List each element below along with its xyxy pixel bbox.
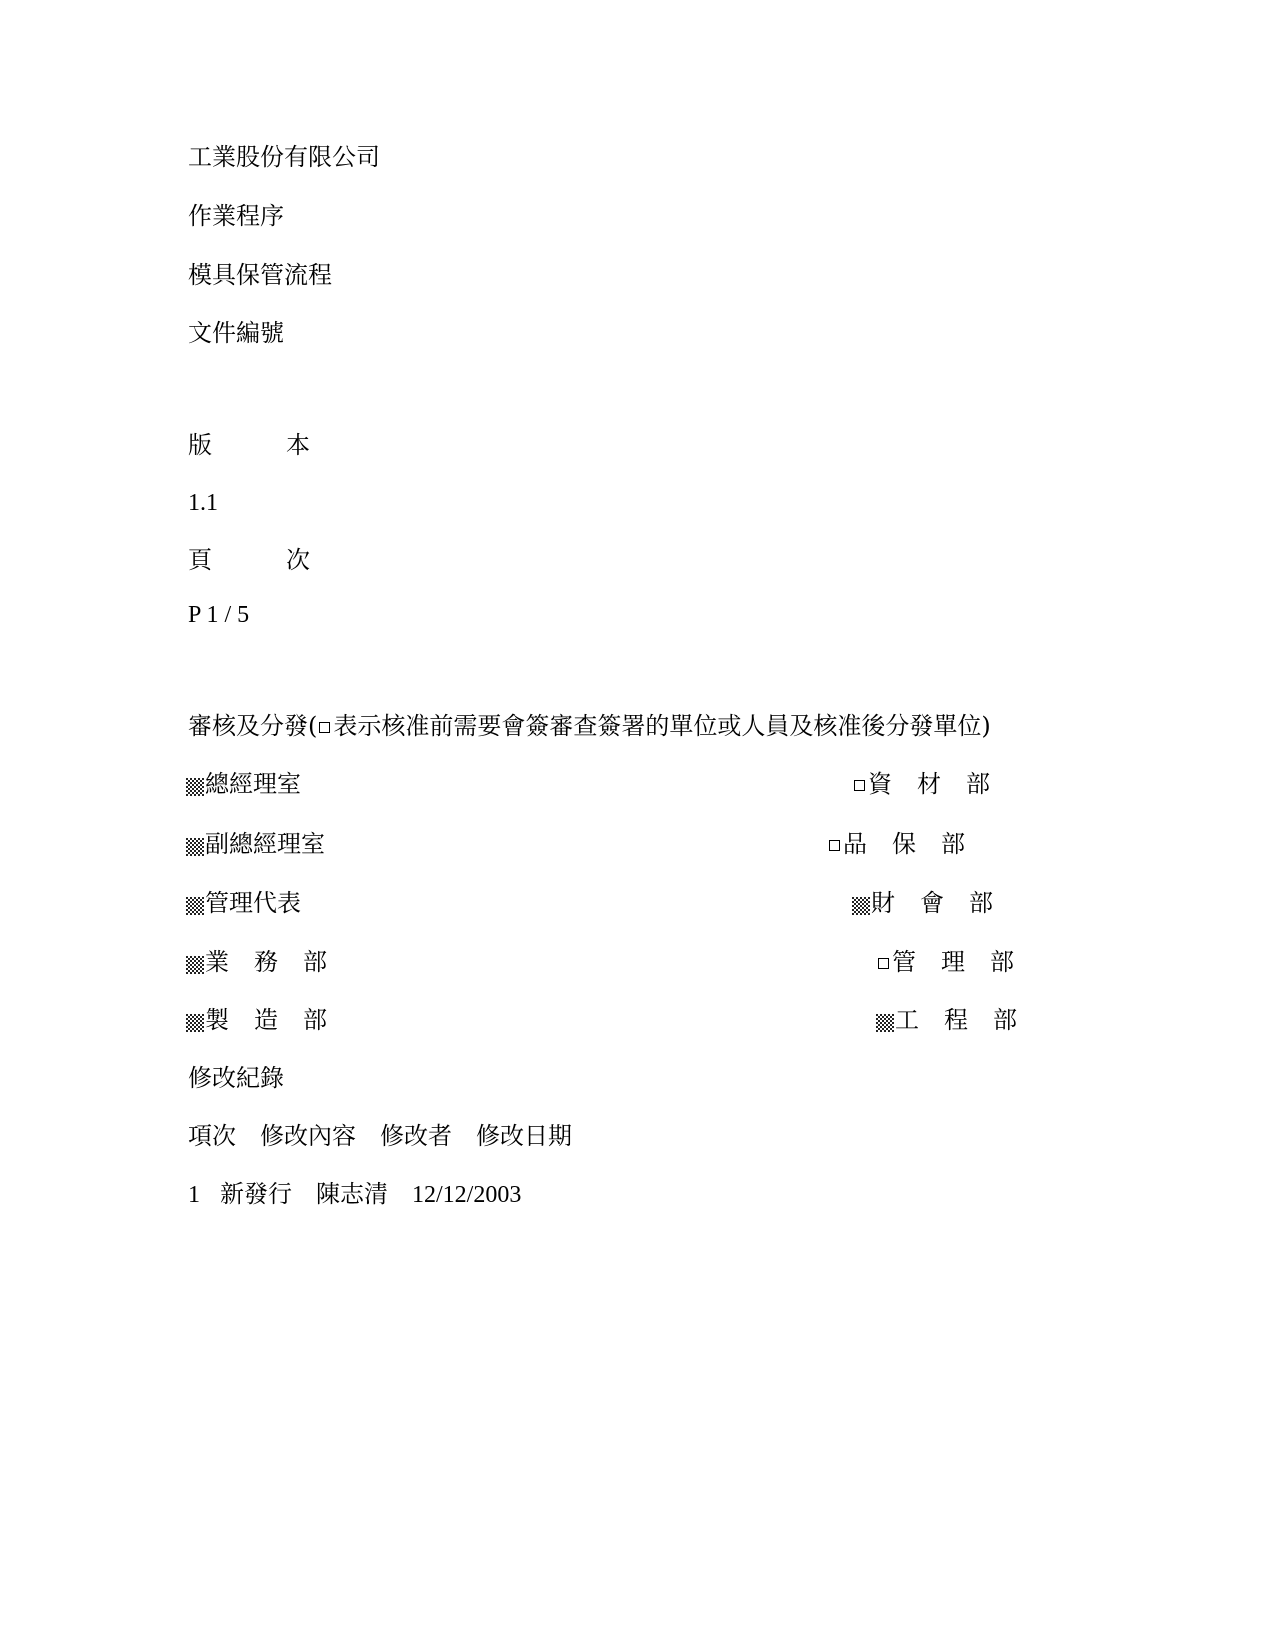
department-char: 程 — [944, 1006, 968, 1034]
checked-box-icon — [186, 838, 204, 856]
checked-box-icon — [186, 1014, 204, 1032]
table-cell: 12/12/2003 — [412, 1182, 522, 1208]
empty-box-icon — [829, 840, 840, 851]
department-left-4 — [186, 947, 327, 977]
department-char: 業 — [205, 948, 229, 976]
version-label — [188, 430, 310, 460]
document-title: 模具保管流程 — [188, 261, 332, 289]
column-header: 修改內容 — [260, 1122, 356, 1150]
department-right-1 — [852, 769, 990, 799]
department-right-3 — [852, 888, 993, 918]
version-value: 1.1 — [188, 490, 218, 516]
department-char: 保 — [892, 830, 916, 858]
department-char: 部 — [303, 1006, 327, 1034]
department-left-5 — [186, 1005, 327, 1035]
version-label-char-1: 版 — [188, 431, 212, 459]
document-number-label: 文件編號 — [188, 319, 284, 347]
column-header: 項次 — [188, 1122, 236, 1150]
department-name: 副總經理室 — [205, 830, 325, 858]
empty-box-icon — [319, 722, 330, 733]
checked-box-icon — [876, 1014, 894, 1032]
department-char: 理 — [941, 948, 965, 976]
page-label — [188, 545, 310, 575]
department-char: 品 — [843, 830, 867, 858]
department-char: 部 — [990, 948, 1014, 976]
department-char: 財 — [871, 889, 895, 917]
revision-table-row — [188, 1179, 521, 1210]
department-char: 部 — [941, 830, 965, 858]
department-right-5 — [876, 1005, 1017, 1035]
department-char: 材 — [917, 770, 941, 798]
checked-box-icon — [186, 956, 204, 974]
version-label-char-2: 本 — [286, 431, 310, 459]
column-header: 修改日期 — [476, 1122, 572, 1150]
department-right-2 — [827, 829, 965, 859]
company-name: 工業股份有限公司 — [188, 143, 380, 171]
review-prefix: 審核及分發( — [188, 712, 318, 740]
document-type: 作業程序 — [188, 202, 284, 230]
department-char: 工 — [895, 1006, 919, 1034]
page-label-char-2: 次 — [286, 546, 310, 574]
department-left-2 — [186, 829, 325, 859]
checked-box-icon — [186, 778, 204, 796]
checked-box-icon — [852, 897, 870, 915]
department-right-4 — [876, 947, 1014, 977]
department-char: 部 — [969, 889, 993, 917]
department-char: 部 — [993, 1006, 1017, 1034]
revision-title: 修改紀錄 — [188, 1064, 284, 1092]
page-value: P 1 / 5 — [188, 602, 250, 628]
department-char: 會 — [920, 889, 944, 917]
table-cell: 1 — [188, 1182, 200, 1208]
column-header: 修改者 — [380, 1122, 452, 1150]
department-char: 管 — [892, 948, 916, 976]
checked-box-icon — [186, 897, 204, 915]
department-char: 造 — [254, 1006, 278, 1034]
department-char: 部 — [303, 948, 327, 976]
review-heading — [188, 711, 991, 741]
department-name: 管理代表 — [205, 889, 301, 917]
department-left-1 — [186, 769, 301, 799]
department-name: 總經理室 — [205, 770, 301, 798]
department-char: 製 — [205, 1006, 229, 1034]
table-cell: 陳志清 — [316, 1180, 388, 1208]
department-char: 資 — [868, 770, 892, 798]
department-char: 務 — [254, 948, 278, 976]
table-cell: 新發行 — [220, 1180, 292, 1208]
empty-box-icon — [878, 958, 889, 969]
page-label-char-1: 頁 — [188, 546, 212, 574]
review-note: 表示核准前需要會簽審查簽署的單位或人員及核准後分發單位) — [333, 712, 991, 740]
revision-table-header — [188, 1121, 572, 1151]
department-left-3 — [186, 888, 301, 918]
department-char: 部 — [966, 770, 990, 798]
empty-box-icon — [854, 780, 865, 791]
